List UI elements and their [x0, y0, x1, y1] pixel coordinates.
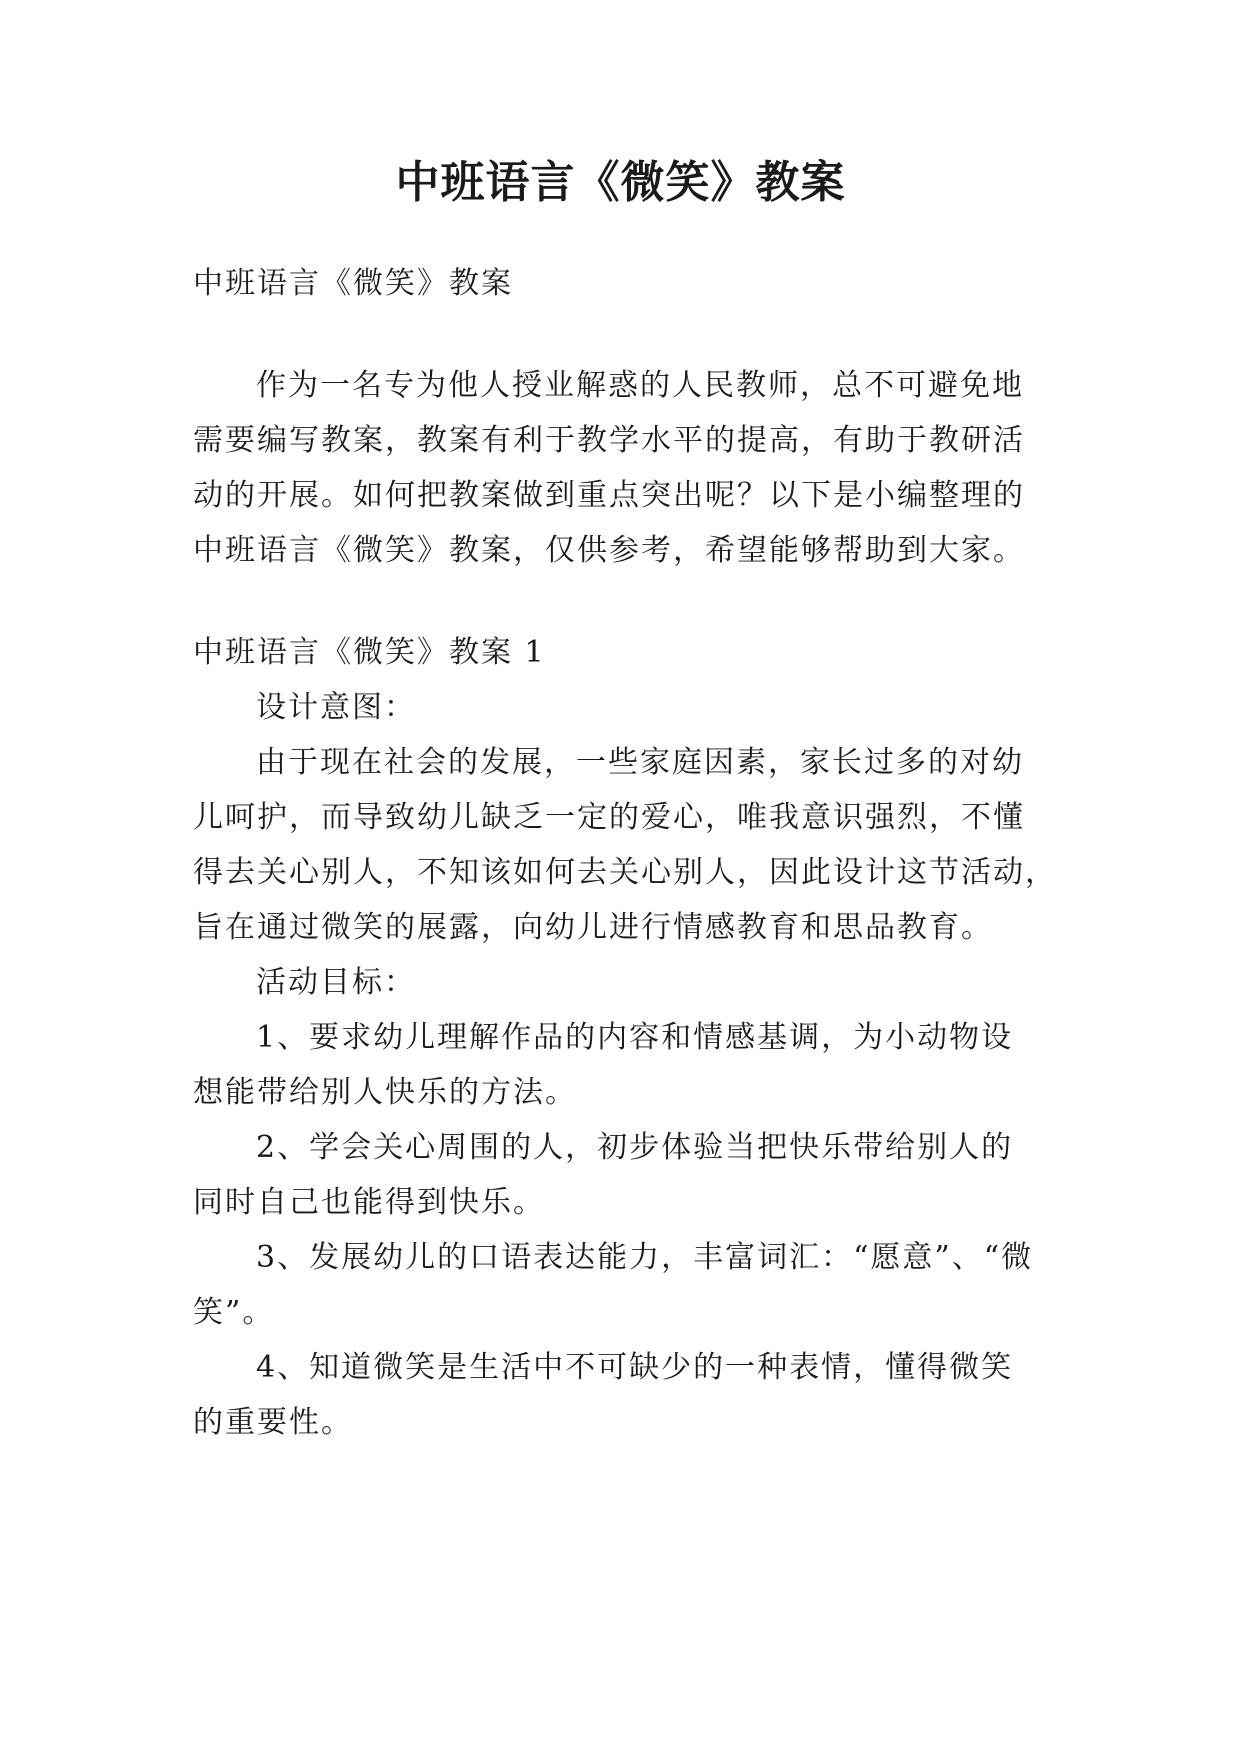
goal-line-7: 4、知道微笑是生活中不可缺少的一种表情，懂得微笑	[256, 1350, 1014, 1385]
goal-line-6: 笑”。	[193, 1295, 275, 1330]
goal-line-3: 2、学会关心周围的人，初步体验当把快乐带给别人的	[256, 1130, 1014, 1165]
goal-line-2: 想能带给别人快乐的方法。	[193, 1075, 577, 1110]
intro-line-4: 中班语言《微笑》教案，仅供参考，希望能够帮助到大家。	[193, 533, 1025, 568]
goal-line-5: 3、发展幼儿的口语表达能力，丰富词汇：“愿意”、“微	[256, 1240, 1034, 1275]
page-title: 中班语言《微笑》教案	[395, 157, 846, 208]
intro-line-1: 作为一名专为他人授业解惑的人民教师，总不可避免地	[256, 368, 1024, 403]
section-heading: 中班语言《微笑》教案 1	[193, 635, 546, 670]
design-intent-line-4: 旨在通过微笑的展露，向幼儿进行情感教育和思品教育。	[193, 910, 993, 945]
design-intent-line-1: 由于现在社会的发展，一些家庭因素，家长过多的对幼	[256, 745, 1024, 780]
goals-heading: 活动目标：	[256, 965, 416, 1000]
goal-line-4: 同时自己也能得到快乐。	[193, 1185, 545, 1220]
goal-line-8: 的重要性。	[193, 1405, 353, 1440]
design-intent-line-3: 得去关心别人，不知该如何去关心别人，因此设计这节活动，	[193, 855, 1057, 890]
intro-line-2: 需要编写教案，教案有利于教学水平的提高，有助于教研活	[193, 423, 1025, 458]
intro-line-3: 动的开展。如何把教案做到重点突出呢？以下是小编整理的	[193, 478, 1025, 513]
document-subtitle: 中班语言《微笑》教案	[193, 266, 513, 301]
goal-line-1: 1、要求幼儿理解作品的内容和情感基调，为小动物设	[256, 1020, 1014, 1055]
design-intent-heading: 设计意图：	[256, 690, 416, 725]
design-intent-line-2: 儿呵护，而导致幼儿缺乏一定的爱心，唯我意识强烈，不懂	[193, 800, 1025, 835]
